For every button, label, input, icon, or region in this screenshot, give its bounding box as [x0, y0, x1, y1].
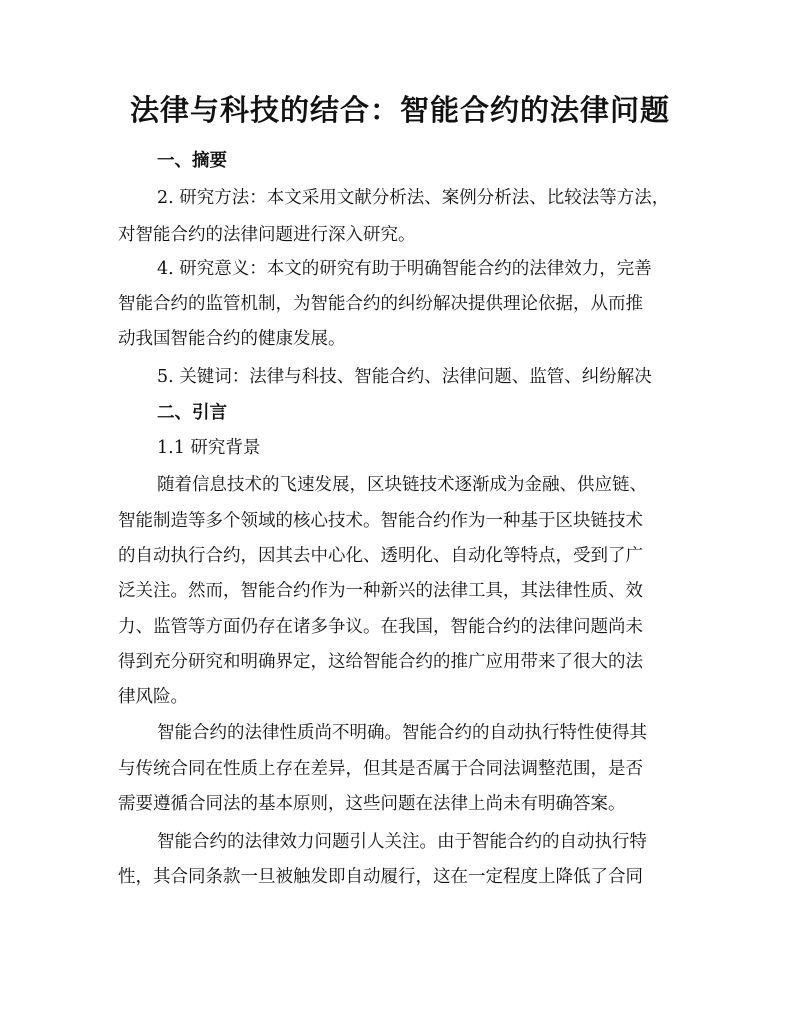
paragraph-line: 智能合约的监管机制，为智能合约的纠纷解决提供理论依据，从而推: [118, 294, 643, 314]
paragraph-line: 与传统合同在性质上存在差异，但其是否属于合同法调整范围，是否: [118, 759, 643, 779]
paragraph-line: 律风险。: [118, 687, 188, 707]
paragraph-line: 性，其合同条款一旦被触发即自动履行，这在一定程度上降低了合同: [118, 867, 643, 887]
paragraph-line: 泛关注。然而，智能合约作为一种新兴的法律工具，其法律性质、效: [118, 581, 643, 601]
paragraph-line: 的自动执行合约，因其去中心化、透明化、自动化等特点，受到了广: [118, 546, 643, 566]
section-heading-introduction: 二、引言: [157, 403, 227, 423]
paragraph-line: 对智能合约的法律问题进行深入研究。: [118, 225, 416, 245]
paragraph-line: 2. 研究方法：本文采用文献分析法、案例分析法、比较法等方法，: [157, 188, 670, 208]
paragraph-line: 4. 研究意义：本文的研究有助于明确智能合约的法律效力，完善: [157, 259, 652, 279]
paragraph-line: 智能合约的法律性质尚不明确。智能合约的自动执行特性使得其: [157, 723, 647, 743]
subsection-heading: 1.1 研究背景: [157, 438, 261, 458]
paragraph-line: 动我国智能合约的健康发展。: [118, 329, 346, 349]
document-title: 法律与科技的结合：智能合约的法律问题: [129, 93, 670, 127]
paragraph-line: 智能合约的法律效力问题引人关注。由于智能合约的自动执行特: [157, 832, 647, 852]
paragraph-line: 得到充分研究和明确界定，这给智能合约的推广应用带来了很大的法: [118, 652, 643, 672]
paragraph-line: 力、监管等方面仍存在诸多争议。在我国，智能合约的法律问题尚未: [118, 617, 643, 637]
paragraph-line: 5. 关键词：法律与科技、智能合约、法律问题、监管、纠纷解决: [157, 367, 652, 387]
paragraph-line: 智能制造等多个领域的核心技术。智能合约作为一种基于区块链技术: [118, 511, 643, 531]
section-heading-abstract: 一、摘要: [157, 151, 227, 171]
paragraph-line: 需要遵循合同法的基本原则，这些问题在法律上尚未有明确答案。: [118, 794, 626, 814]
paragraph-line: 随着信息技术的飞速发展，区块链技术逐渐成为金融、供应链、: [157, 475, 647, 495]
